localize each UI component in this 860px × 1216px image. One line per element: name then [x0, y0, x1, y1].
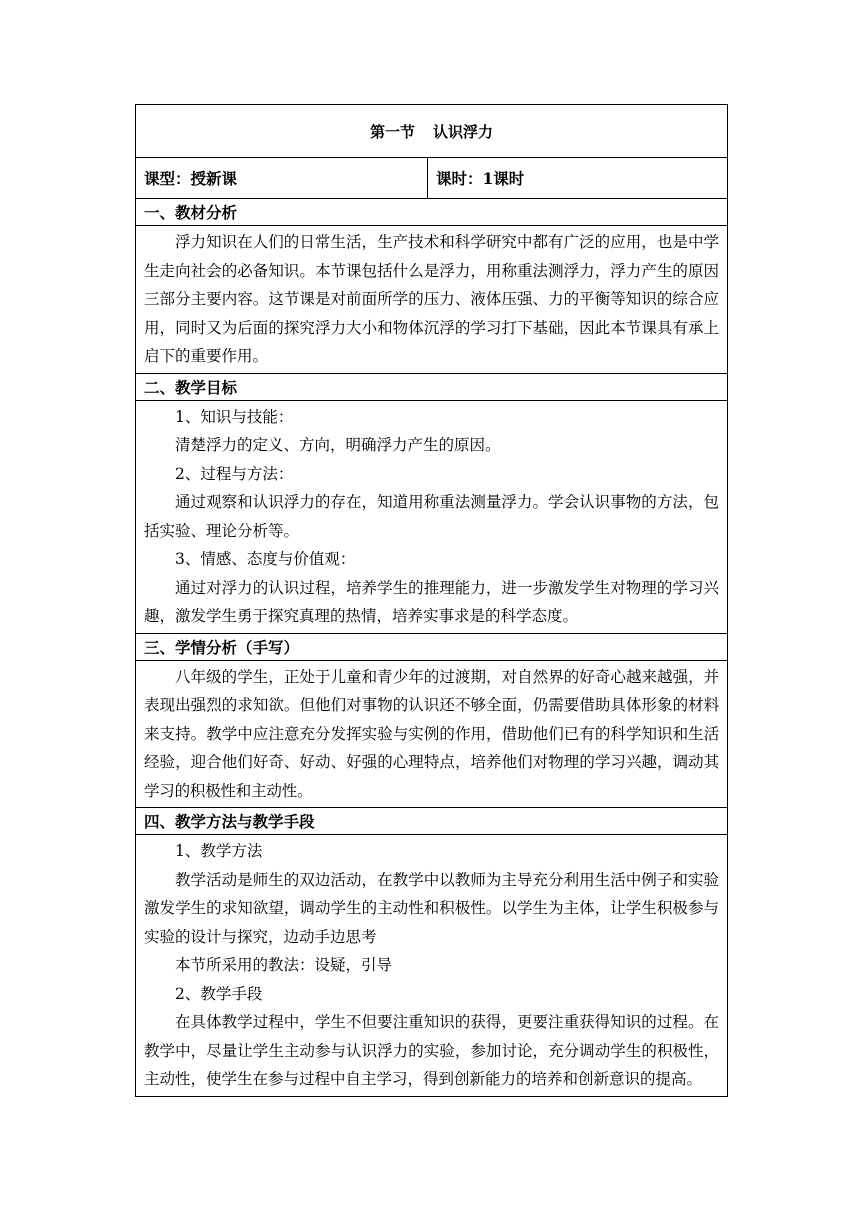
paragraph: 2、教学手段 [175, 984, 263, 1003]
lesson-title-prefix: 第一节 [369, 122, 415, 141]
paragraph: 教学活动是师生的双边活动，在教学中以教师为主导充分利用生活中例子和实验激发学生的求知欲望，调动学生的主动性和积极性。以学生为主体，让学生积极参与实验的设计与探究，边动手边思考 [144, 870, 719, 946]
section-body [136, 660, 728, 808]
paragraph: 浮力知识在人们的日常生活，生产技术和科学研究中都有广泛的应用，也是中学生走向社会的必备知识。本节课包括什么是浮力，用称重法测浮力，浮力产生的原因三部分主要内容。这节课是对前面所学的压力、液体压强、力的平衡等知识的综合应用，同时又为后面的探究浮力大小和物体沉浮的学习打下基础，因此本节课具有承上启下的重要作用。 [144, 233, 719, 365]
lesson-type: 课型：授新课 [136, 158, 428, 199]
paragraph: 在具体教学过程中，学生不但要注重知识的获得，更要注重获得知识的过程。在教学中，尽量让学生主动参与认识浮力的实验，参加讨论，充分调动学生的积极性，主动性，使学生在参与过程中自主学习，得到创新能力的培养和创新意识的提高。 [144, 1013, 719, 1088]
section-body [136, 226, 728, 374]
lesson-hours: 课时：1课时 [428, 158, 728, 199]
section-heading: 三、学情分析（手写） [136, 633, 728, 660]
lesson-title [136, 105, 728, 158]
section-heading: 二、教学目标 [136, 373, 728, 400]
paragraph: 通过观察和认识浮力的存在，知道用称重法测量浮力。学会认识事物的方法，包括实验、理论分析等。 [144, 493, 719, 540]
section-heading: 四、教学方法与教学手段 [136, 808, 728, 835]
paragraph: 2、过程与方法： [175, 464, 294, 483]
section-body [136, 400, 728, 633]
lesson-plan-table [135, 104, 728, 1097]
section-heading: 一、教材分析 [136, 199, 728, 226]
paragraph: 1、教学方法 [175, 842, 263, 860]
paragraph: 1、知识与技能： [175, 407, 294, 426]
paragraph: 清楚浮力的定义、方向，明确浮力产生的原因。 [175, 436, 501, 454]
paragraph: 3、情感、态度与价值观： [175, 550, 356, 568]
paragraph: 通过对浮力的认识过程，培养学生的推理能力，进一步激发学生对物理的学习兴趣，激发学生勇于探究真理的热情，培养实事求是的科学态度。 [144, 578, 719, 625]
paragraph: 八年级的学生，正处于儿童和青少年的过渡期，对自然界的好奇心越来越强，并表现出强烈的求知欲。但他们对事物的认识还不够全面，仍需要借助具体形象的材料来支持。教学中应注意充分发挥实验与实例的作用，借助他们已有的科学知识和生活经验，迎合他们好奇、好动、好强的心理特点，培养他们对物理的学习兴趣，调动其学习的积极性和主动性。 [144, 667, 719, 800]
paragraph: 本节所采用的教法：设疑，引导 [175, 956, 393, 974]
section-body [136, 835, 728, 1097]
lesson-title-main: 认识浮力 [433, 122, 494, 141]
